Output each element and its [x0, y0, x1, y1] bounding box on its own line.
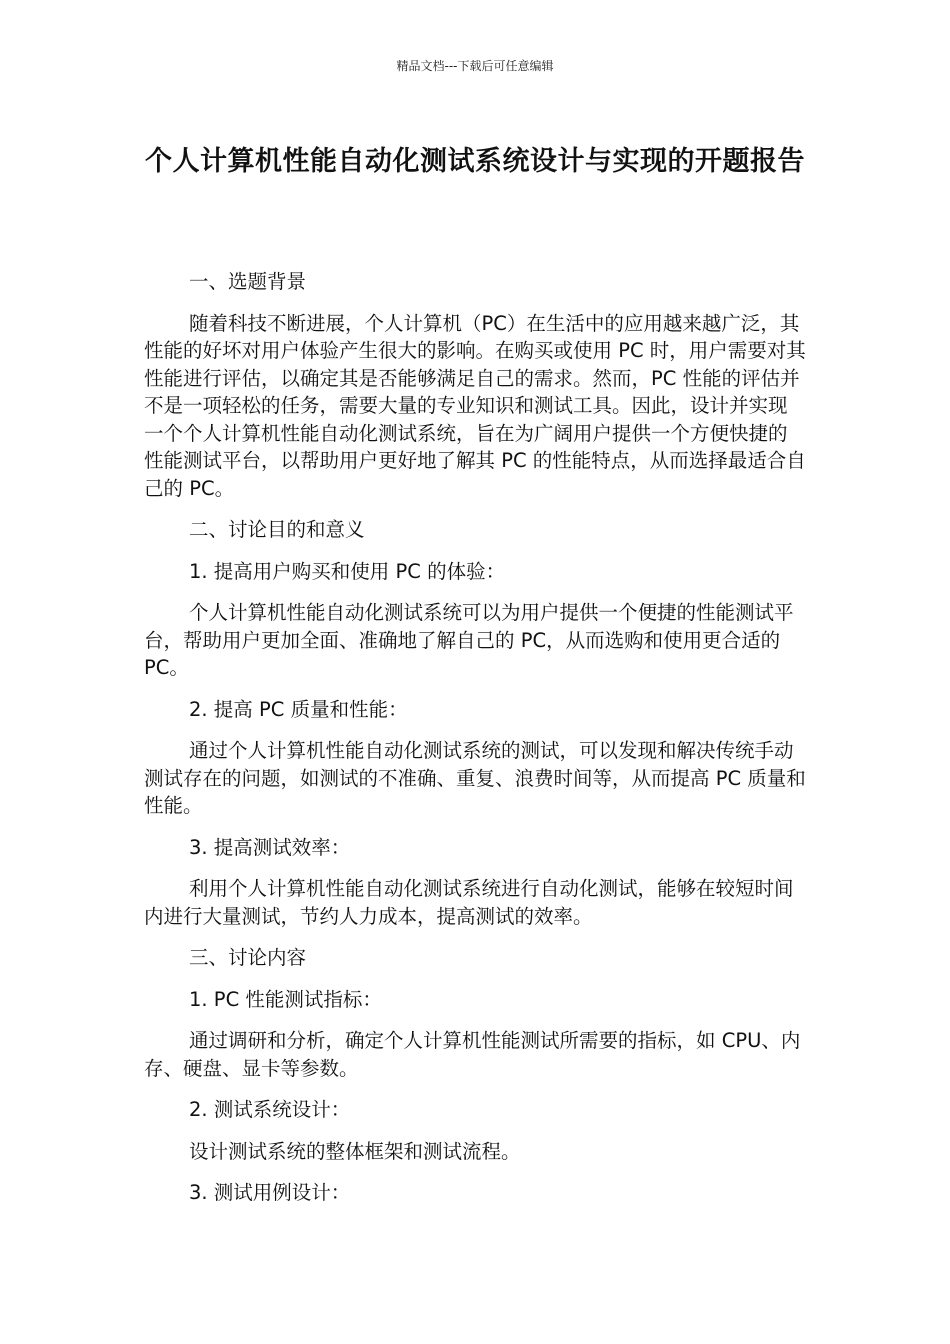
document-title: 个人计算机性能自动化测试系统设计与实现的开题报告 — [145, 146, 805, 177]
section-1-paragraph: 随着科技不断进展，个人计算机（PC）在生活中的应用越来越广泛，其性能的好坏对用户体验产生很大的影响。在购买或使用 PC 时，用户需要对其性能进行评估，以确定其是否能够满足自己的需求。然而，PC 性能的评估并不是一项轻松的任务，需要大量的专业知识和测试工具。因此，设计并实现一个个人计算机性能自动化测试系统，旨在为广阔用户提供一个方便快捷的性能测试平台，以帮助用户更好地了解其 PC 的性能特点，从而选择最适合自己的 PC。 — [144, 311, 806, 500]
document-body — [144, 268, 806, 1221]
section-2-item-1-paragraph: 个人计算机性能自动化测试系统可以为用户提供一个便捷的性能测试平台，帮助用户更加全面、准确地了解自己的 PC，从而选购和使用更合适的 PC。 — [144, 601, 794, 679]
section-heading-2: 二、讨论目的和意义 — [189, 518, 365, 541]
section-2-item-3-title: 3. 提高测试效率： — [189, 835, 351, 859]
header-note: 精品文档---下载后可任意编辑 — [396, 59, 554, 73]
section-heading-1: 一、选题背景 — [189, 270, 307, 293]
section-3-item-2-title: 2. 测试系统设计： — [189, 1098, 351, 1121]
section-2-item-2-title: 2. 提高 PC 质量和性能： — [189, 697, 408, 721]
section-3-item-3-title: 3. 测试用例设计： — [189, 1181, 351, 1204]
section-2-item-2-paragraph: 通过个人计算机性能自动化测试系统的测试，可以发现和解决传统手动测试存在的问题，如测试的不准确、重复、浪费时间等，从而提高 PC 质量和性能。 — [144, 739, 806, 817]
section-3-item-1-paragraph: 通过调研和分析，确定个人计算机性能测试所需要的指标，如 CPU、内存、硬盘、显卡等参数。 — [144, 1029, 801, 1080]
section-heading-3: 三、讨论内容 — [189, 946, 307, 969]
section-3-item-1-title: 1. PC 性能测试指标： — [189, 987, 382, 1011]
section-3-item-2-paragraph: 设计测试系统的整体框架和测试流程。 — [189, 1139, 521, 1163]
section-2-item-1-title: 1. 提高用户购买和使用 PC 的体验： — [189, 559, 506, 583]
section-2-item-3-paragraph: 利用个人计算机性能自动化测试系统进行自动化测试，能够在较短时间内进行大量测试，节约人力成本，提高测试的效率。 — [144, 877, 794, 928]
